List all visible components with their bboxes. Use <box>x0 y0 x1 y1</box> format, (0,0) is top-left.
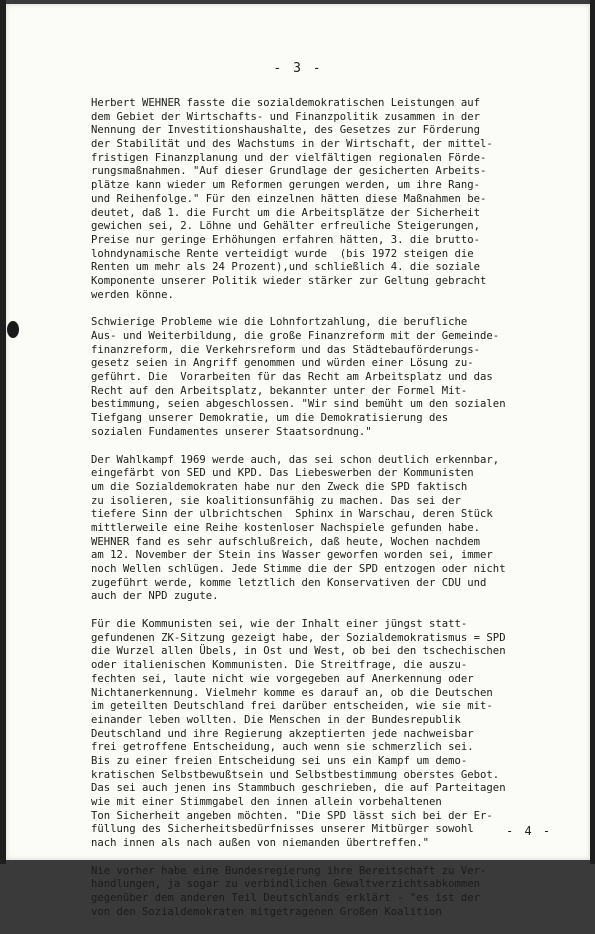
text-line: zugeführt werde, komme letztlich den Konservativen der CDU und <box>91 576 487 589</box>
text-line: der Stabilität und des Wachstums in der Wirtschaft, der mittel- <box>91 138 493 151</box>
text-line: Renten um mehr als 24 Prozent),und schließlich 4. die soziale <box>91 261 481 274</box>
text-line: frei getroffene Entscheidung, auch wenn sie schmerzlich sei. <box>91 741 474 754</box>
text-line: Schwierige Probleme wie die Lohnfortzahlung, die berufliche <box>91 316 468 329</box>
text-line: Ton Sicherheit angeben möchten. "Die SPD lässt sich bei der Er- <box>91 809 493 822</box>
text-line: tiefere Sinn der ulbrichtschen Sphinx in Warschau, deren Stück <box>91 508 493 521</box>
text-line: Recht auf den Arbeitsplatz, bekannter unter der Formel Mit- <box>91 384 468 397</box>
text-line: plätze kann wieder um Reformen gerungen werden, um ihre Rang- <box>91 179 481 192</box>
text-line: von den Sozialdemokraten mitgetragenen Großen Koalition <box>91 905 442 918</box>
text-line: Herbert WEHNER fasste die sozialdemokratischen Leistungen auf <box>91 97 481 109</box>
text-line: oder italienischen Kommunisten. Die Streitfrage, die auszu- <box>91 659 468 672</box>
text-line: um die Sozialdemokraten habe nur den Zweck die SPD faktisch <box>91 480 468 493</box>
text-line: WEHNER fand es sehr aufschlußreich, daß heute, Wochen nachdem <box>91 535 481 548</box>
text-line: im geteilten Deutschland frei darüber entscheiden, wie sie mit- <box>91 700 493 713</box>
text-line: gewichen sei, 2. Löhne und Gehälter erfreuliche Steigerungen, <box>91 220 481 233</box>
text-line: Nennung der Investitionshaushalte, des Gesetzes zur Förderung <box>91 124 481 137</box>
document-page <box>6 4 590 918</box>
text-line: dem Gebiet der Wirtschafts- und Finanzpolitik zusammen in der <box>91 110 481 123</box>
text-line: wie mit einer Stimmgabel den innen allein vorbehaltenen <box>91 796 442 808</box>
text-line: gegenüber dem anderen Teil Deutschlands erklärt - "es ist der <box>91 892 481 905</box>
text-line: sozialen Fundamentes unserer Staatsordnung." <box>91 425 372 438</box>
text-line: noch Wellen schlügen. Jede Stimme die der SPD entzogen oder nicht <box>91 563 506 575</box>
text-line: am 12. November der Stein ins Wasser geworfen worden sei, immer <box>91 549 493 562</box>
text-line: finanzreform, die Verkehrsreform und das Städtebauförderungs- <box>91 343 481 356</box>
text-line: Preise nur geringe Erhöhungen erfahren hätten, 3. die brutto- <box>91 233 481 246</box>
text-line: fechten sei, laute nicht wie vorgegeben auf Anerkennung oder <box>91 672 474 685</box>
paragraph <box>91 97 551 302</box>
text-line: handlungen, ja sogar zu verbindlichen Gewaltverzichtsabkommen <box>91 878 481 891</box>
next-page-marker: - 4 - <box>506 824 553 838</box>
text-line: Aus- und Weiterbildung, die große Finanzreform mit der Gemeinde- <box>91 330 500 342</box>
text-line: Das sei auch jenen ins Stammbuch geschrieben, die auf Parteitagen <box>91 782 506 795</box>
text-line: und Reihenfolge." Für den einzelnen hätten diese Maßnahmen be- <box>91 192 487 205</box>
paragraph <box>91 865 551 920</box>
text-line: eingefärbt von SED und KPD. Das Liebeswerben der Kommunisten <box>91 467 474 480</box>
text-line: Der Wahlkampf 1969 werde auch, das sei schon deutlich erkennbar, <box>91 453 500 466</box>
text-line: Tiefgang unserer Demokratie, um die Demokratisierung des <box>91 412 449 425</box>
page-number: - 3 - <box>273 61 323 76</box>
text-line: nach innen als nach außen von niemanden übertreffen." <box>91 837 430 850</box>
text-line: füllung des Sicherheitsbedürfnisses unserer Mitbürger sowohl <box>91 823 474 836</box>
text-line: zu isolieren, sie koalitionsunfähig zu machen. Das sei der <box>91 494 461 507</box>
text-line: auch der NPD zugute. <box>91 590 219 603</box>
text-line: die Wurzel allen Übels, in Ost und West, ob bei den tschechischen <box>91 645 506 658</box>
paragraph <box>91 618 551 851</box>
text-line: geführt. Die Vorarbeiten für das Recht am Arbeitsplatz und das <box>91 371 493 384</box>
text-line: lohndynamische Rente verteidigt wurde (bis 1972 steigen die <box>91 247 474 260</box>
text-line: fristigen Finanzplanung und der vielfältigen regionalen Förde- <box>91 151 487 164</box>
document-body <box>91 97 551 934</box>
text-line: bestimmung, seien abgeschlossen. "Wir sind bemüht um den sozialen <box>91 398 506 411</box>
text-line: kratischen Selbstbewußtsein und Selbstbestimmung oberstes Gebot. <box>91 768 500 781</box>
paragraph <box>91 454 551 605</box>
text-line: Nie vorher habe eine Bundesregierung ihre Bereitschaft zu Ver- <box>91 864 487 877</box>
text-line: deutet, daß 1. die Furcht um die Arbeitsplätze der Sicherheit <box>91 206 481 219</box>
text-line: rungsmaßnahmen. "Auf dieser Grundlage der gesicherten Arbeits- <box>91 165 487 178</box>
text-line: Bis zu einer freien Entscheidung sei uns ein Kampf um demo- <box>91 754 468 767</box>
text-line: Für die Kommunisten sei, wie der Inhalt einer jüngst statt- <box>91 618 468 631</box>
scan-right-edge <box>590 0 595 864</box>
text-line: Deutschland und ihre Regierung akzeptierten jede nachweisbar <box>91 727 474 740</box>
text-line: werden könne. <box>91 288 174 301</box>
text-line: Komponente unserer Politik wieder stärker zur Geltung gebracht <box>91 274 487 287</box>
punch-hole <box>7 321 19 338</box>
paragraph <box>91 316 551 439</box>
text-line: gefundenen ZK-Sitzung gezeigt habe, der Sozialdemokratismus = SPD <box>91 631 506 644</box>
text-line: Nichtanerkennung. Vielmehr komme es darauf an, ob die Deutschen <box>91 686 493 699</box>
text-line: einander leben wollten. Die Menschen in der Bundesrepublik <box>91 713 461 726</box>
text-line: gesetz seien in Angriff genommen und würden einer Lösung zu- <box>91 357 474 370</box>
text-line: mittlerweile eine Reihe kostenloser Nachspiele gefunden habe. <box>91 521 481 534</box>
